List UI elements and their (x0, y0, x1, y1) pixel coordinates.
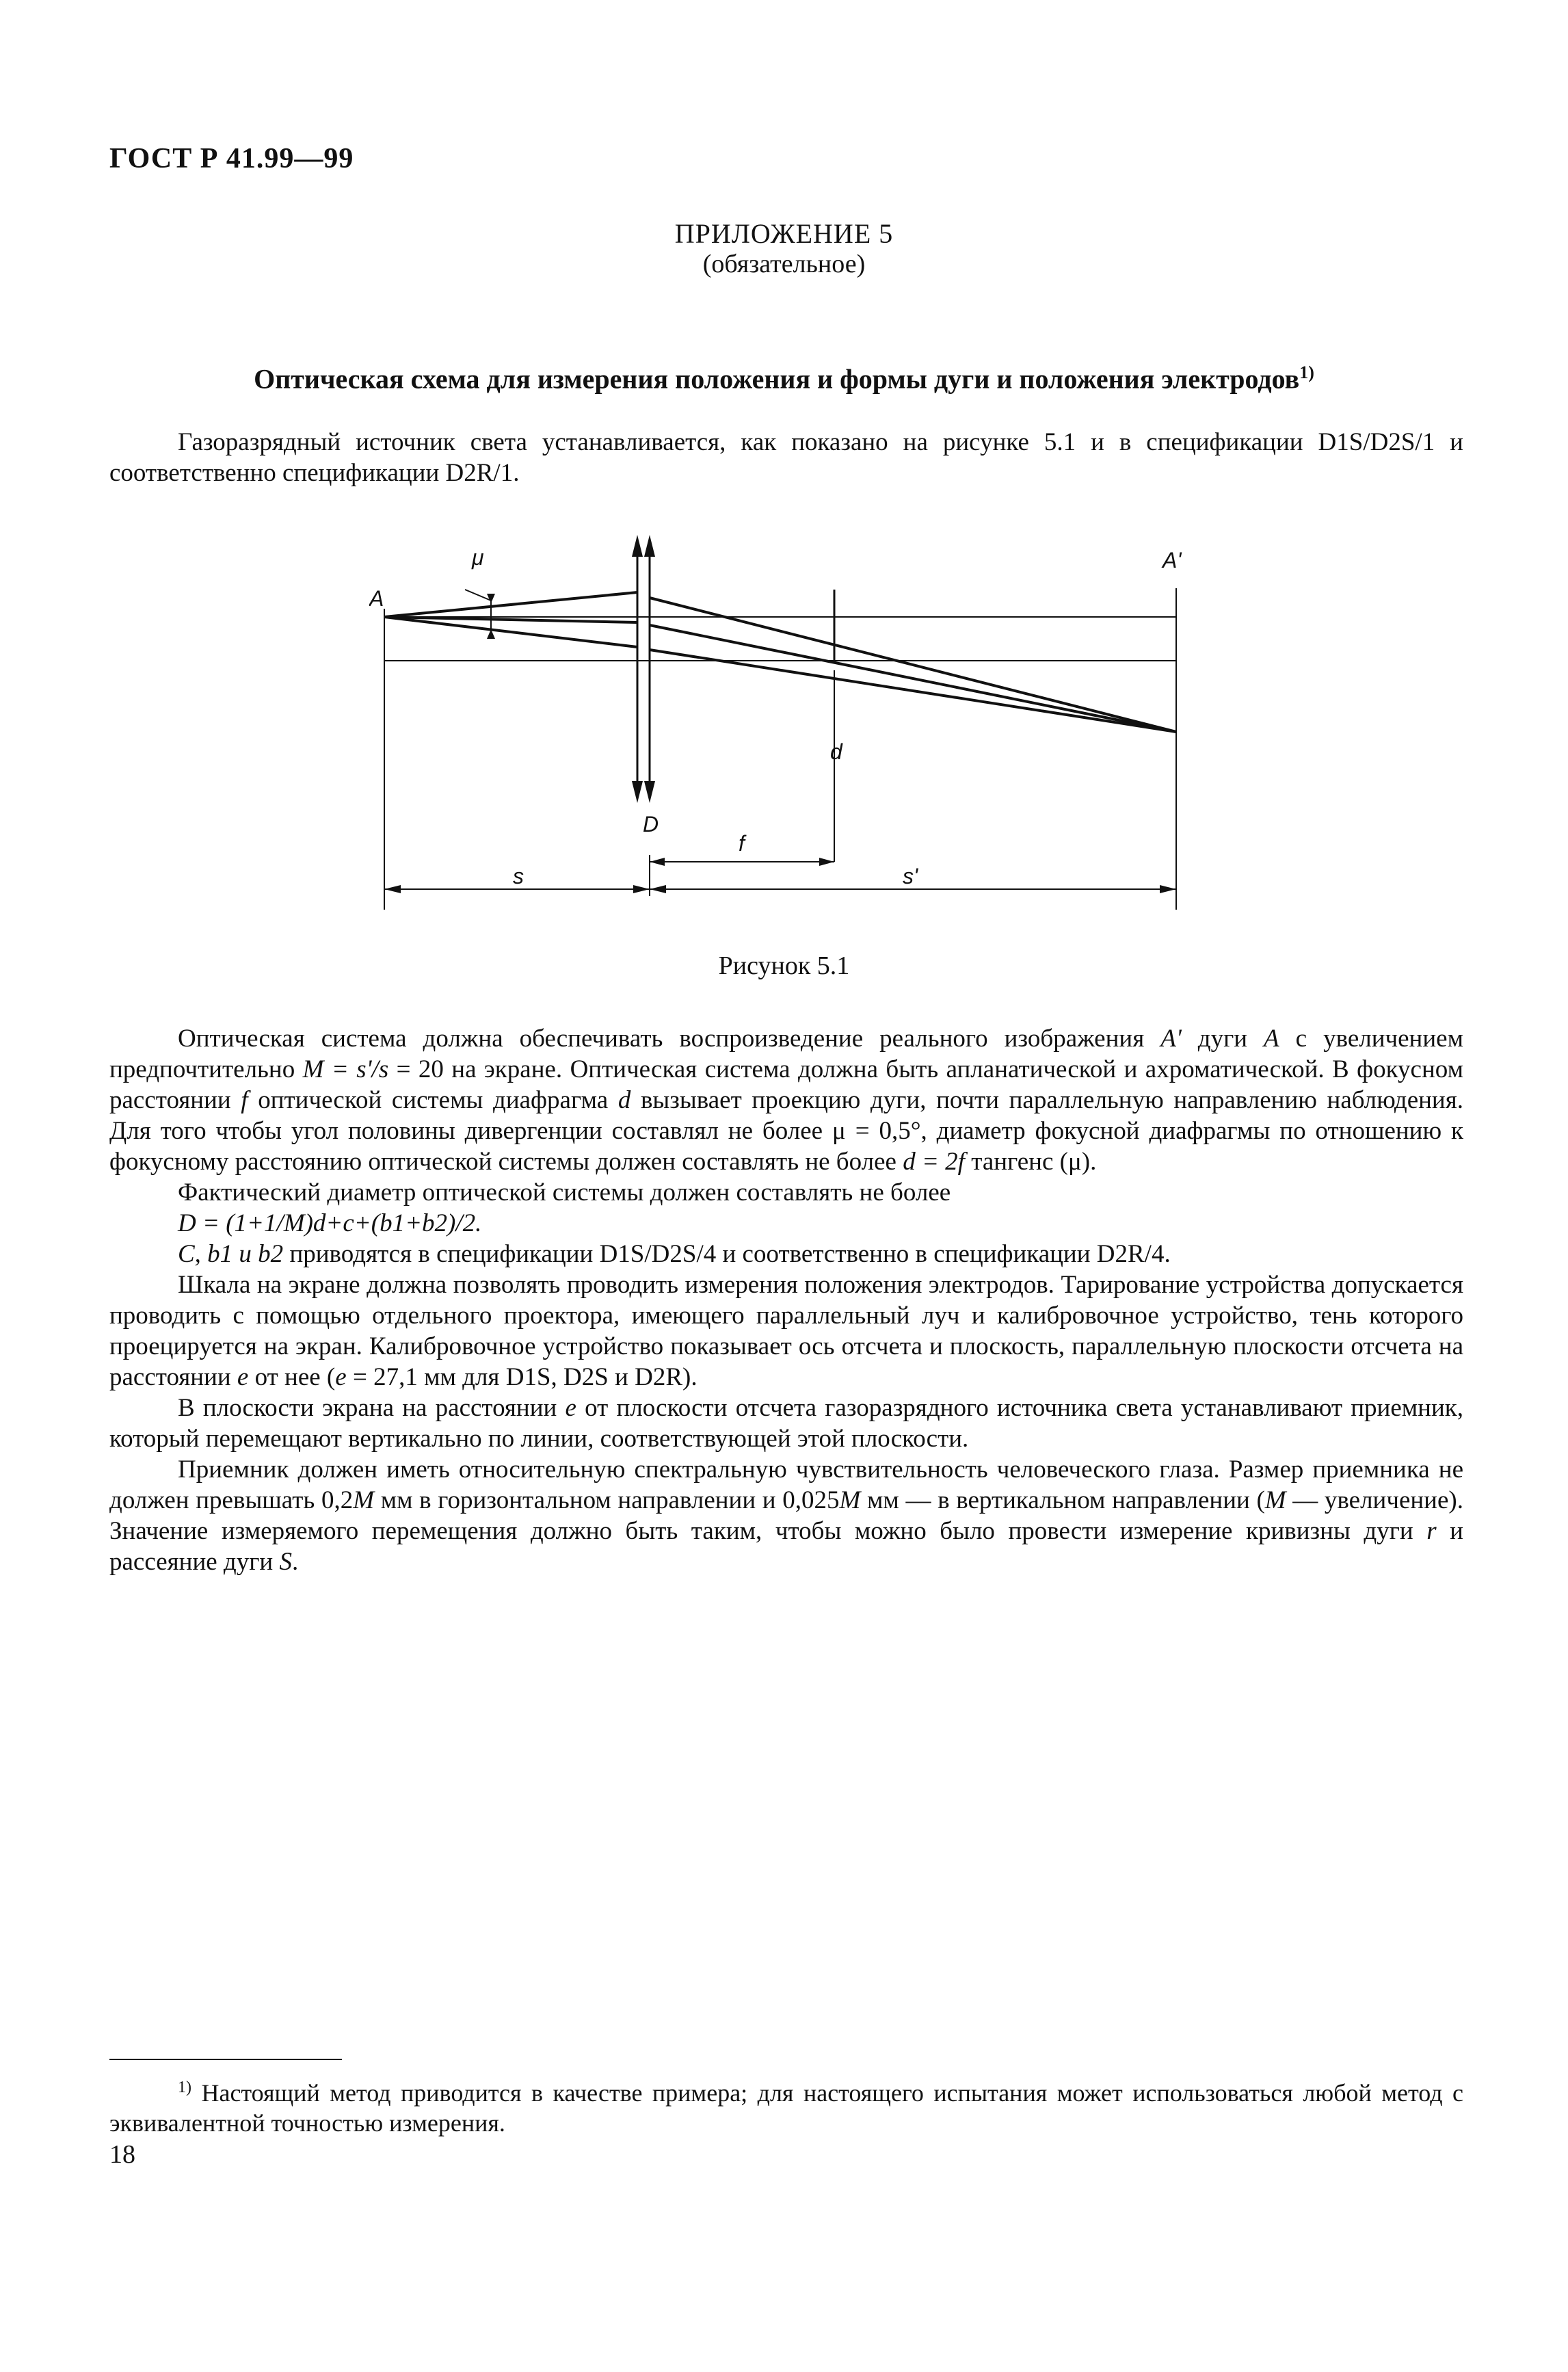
section-title-text: Оптическая схема для измерения положения и формы дуги и положения электродов (254, 363, 1300, 395)
ray-lower-image (650, 650, 1176, 732)
label-s: s (513, 864, 524, 888)
paragraph-scale: Шкала на экране должна позволять проводить измерения положения электродов. Тарирование устройства допускается проводить с помощью отдельного проектора, имеющего параллельный луч и калибровочное устройство, тень которого проецируется на экран. Калибровочное устройство показывает ось отсчета и плоскость, параллельную плоскости отсчета на расстоянии e от нее (e = 27,1 мм для D1S, D2S и D2R). (109, 1271, 1463, 1391)
label-f: f (739, 831, 745, 856)
intro-paragraph (109, 427, 1463, 488)
s-arrow-right (633, 885, 650, 893)
footnote (109, 2072, 1463, 2138)
label-d: d (830, 739, 842, 764)
mu-arrow-top (487, 594, 495, 603)
label-A: A (369, 586, 384, 611)
s-prime-arrow-left (650, 885, 666, 893)
label-mu: μ (472, 545, 484, 570)
s-prime-arrow-right (1160, 885, 1176, 893)
annex-title: ПРИЛОЖЕНИЕ 5 (674, 218, 894, 249)
label-A-prime: A' (1162, 548, 1182, 572)
paragraph-specifications: C, b1 и b2 приводятся в спецификации D1S/D2S/4 и соответственно в спецификации D2R/4. (178, 1240, 1171, 1268)
lens-arrow-top-left (632, 535, 643, 557)
s-arrow-left (384, 885, 401, 893)
f-arrow-right (819, 858, 834, 866)
standard-code: ГОСТ Р 41.99—99 (109, 143, 354, 174)
page-number: 18 (109, 2140, 135, 2169)
optical-scheme-figure (369, 527, 1210, 910)
lens-arrow-top-right (644, 535, 655, 557)
figure-caption: Рисунок 5.1 (718, 951, 850, 980)
footnote-mark: 1) (178, 2079, 191, 2096)
footnote-reference: 1) (1299, 363, 1314, 382)
lens-arrow-bottom-left (632, 781, 643, 803)
footnote-text: Настоящий метод приводится в качестве примера; для настоящего испытания может использоваться любой метод с эквивалентной точностью измерения. (109, 2079, 1463, 2137)
ray-middle-image (650, 625, 1176, 732)
footnote-separator (109, 2059, 342, 2060)
body-text (109, 1023, 1463, 1577)
section-title (0, 363, 1568, 395)
ray-upper (384, 592, 637, 617)
label-D: D (643, 812, 659, 836)
paragraph-diameter: Фактический диаметр оптической системы должен составлять не более (178, 1178, 951, 1207)
lens-arrow-bottom-right (644, 781, 655, 803)
ray-upper-image (650, 598, 1176, 732)
paragraph-receiver-sensitivity: Приемник должен иметь относительную спектральную чувствительность человеческого глаза. Размер приемника не должен превышать 0,2M мм в горизонтальном направлении и 0,025M мм — в вертикальном направлении (M — увеличение). Значение измеряемого перемещения должно быть таким, чтобы можно было провести измерение кривизны дуги r и рассеяние дуги S. (109, 1455, 1463, 1576)
paragraph-receiver-placement: В плоскости экрана на расстоянии e от плоскости отсчета газоразрядного источника света устанавливают приемник, который перемещают вертикально по линии, соответствующей этой плоскости. (109, 1394, 1464, 1453)
paragraph-optical-system: Оптическая система должна обеспечивать воспроизведение реального изображения A' дуги A с увеличением предпочтительно M = s'/s = 20 на экране. Оптическая система должна быть апланатической и ахроматической. В фокусном расстоянии f оптической системы диафрагма d вызывает проекцию дуги, почти параллельную направлению наблюдения. Для того чтобы угол половины дивергенции составлял не более μ = 0,5°, диаметр фокусной диафрагмы по отношению к фокусному расстоянию оптической системы должен составлять не более d = 2f тангенс (μ). (109, 1025, 1464, 1176)
formula-diameter: D = (1+1/M)d+c+(b1+b2)/2. (178, 1209, 482, 1237)
intro-text: Газоразрядный источник света устанавливается, как показано на рисунке 5.1 и в спецификации D1S/D2S/1 и соответственно спецификации D2R/1. (109, 428, 1463, 487)
label-s-prime: s' (903, 864, 918, 888)
annex-subtitle: (обязательное) (702, 250, 866, 278)
f-arrow-left (650, 858, 665, 866)
